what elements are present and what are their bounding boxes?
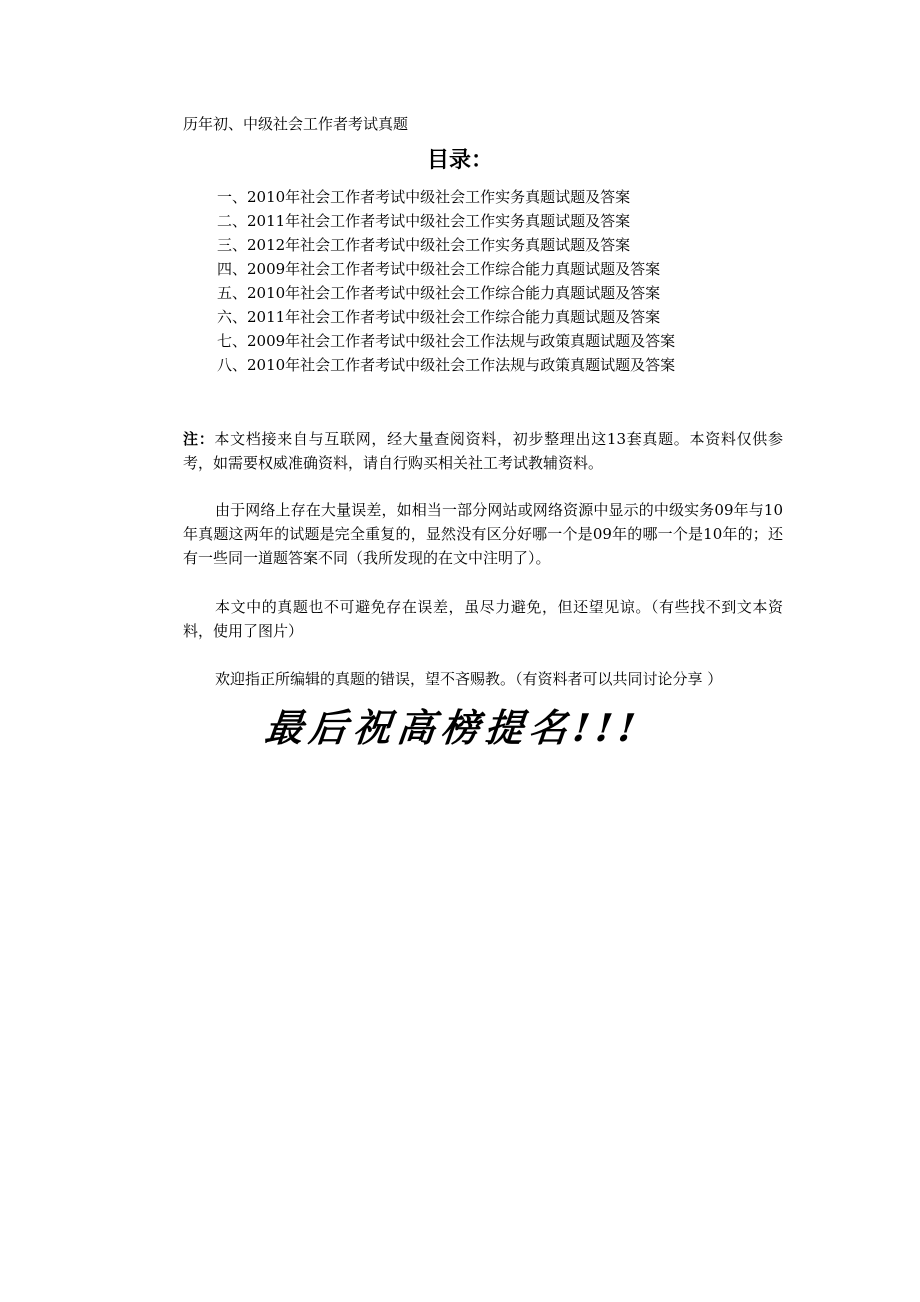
- note-paragraph: [183, 427, 783, 475]
- toc-item: 三、2012年社会工作者考试中级社会工作实务真题试题及答案: [217, 236, 631, 254]
- toc-item: 五、2010年社会工作者考试中级社会工作综合能力真题试题及答案: [217, 284, 661, 302]
- toc-item: 二、2011年社会工作者考试中级社会工作实务真题试题及答案: [217, 212, 631, 230]
- toc-item: 一、2010年社会工作者考试中级社会工作实务真题试题及答案: [217, 188, 631, 206]
- toc-item: 六、2011年社会工作者考试中级社会工作综合能力真题试题及答案: [217, 308, 661, 326]
- toc-item: 七、2009年社会工作者考试中级社会工作法规与政策真题试题及答案: [217, 332, 676, 350]
- body-paragraph: 由于网络上存在大量误差，如相当一部分网站或网络资源中显示的中级实务09年与10年真题这两年的试题是完全重复的，显然没有区分好哪一个是09年的哪一个是10年的；还有一些同一道题答案不同（我所发现的在文中注明了）。: [183, 501, 783, 567]
- closing-wish: 最后祝高榜提名!!!: [262, 705, 644, 750]
- note-text: 本文档接来自与互联网，经大量查阅资料，初步整理出这13套真题。本资料仅供参考，如需要权威准确资料，请自行购买相关社工考试教辅资料。: [183, 430, 783, 472]
- toc-item: 四、2009年社会工作者考试中级社会工作综合能力真题试题及答案: [217, 260, 661, 278]
- toc-list: [217, 185, 675, 377]
- body-paragraph: 欢迎指正所编辑的真题的错误，望不吝赐教。（有资料者可以共同讨论分享 ）: [215, 670, 723, 688]
- document-title: 历年初、中级社会工作者考试真题: [183, 115, 409, 133]
- toc-item: 八、2010年社会工作者考试中级社会工作法规与政策真题试题及答案: [217, 356, 676, 374]
- body-paragraph: 本文中的真题也不可避免存在误差，虽尽力避免，但还望见谅。（有些找不到文本资料，使用了图片）: [183, 598, 783, 640]
- note-label: 注：: [183, 430, 215, 448]
- toc-heading: 目录：: [426, 147, 493, 173]
